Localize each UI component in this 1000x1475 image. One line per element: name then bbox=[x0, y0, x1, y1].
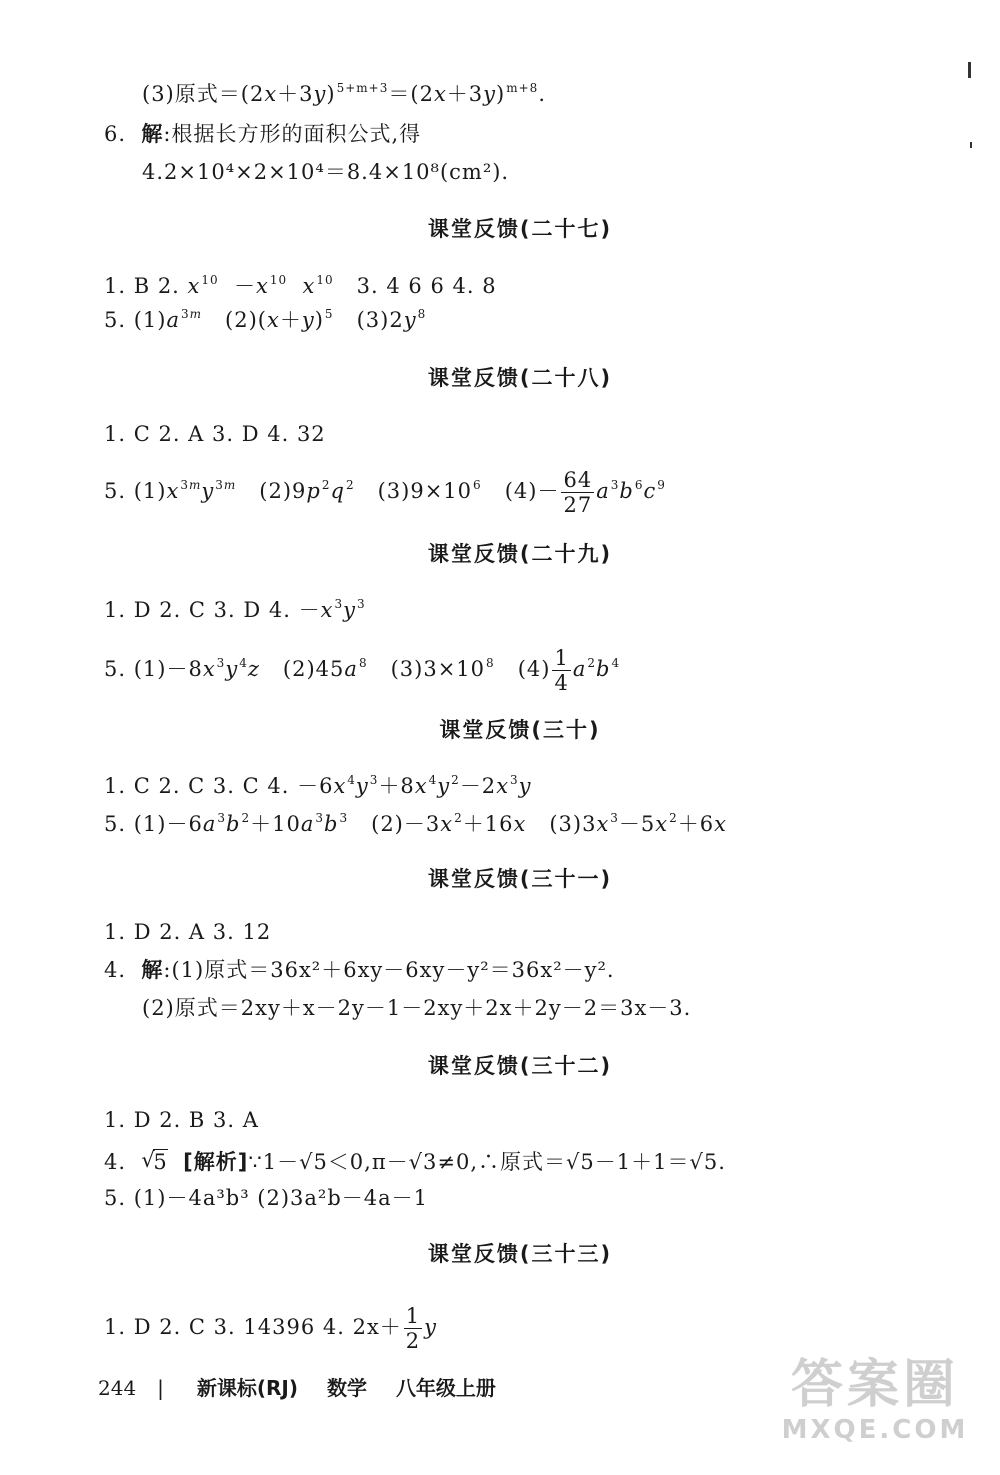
line-6-solve: 6. 解:根据长方形的面积公式,得 bbox=[104, 122, 422, 146]
fraction-1-2: $\frac{1}{2}$ bbox=[405, 1304, 421, 1353]
fraction-1-4: $\frac{1}{4}$ bbox=[554, 646, 569, 695]
line-area-calc: 4.2×10⁴×2×10⁴＝8.4×10⁸(cm²). bbox=[142, 160, 510, 184]
scan-mark bbox=[970, 142, 972, 148]
answer-27-line2: 5. $(1)a^{3m}$ $(2)(x+y)^5$ $(3)2y^8$ bbox=[104, 307, 427, 332]
line-3-original: (3)原式$=(2x+3y)^{5+m+3}=(2x+3y)^{m+8}$. bbox=[142, 81, 546, 106]
section-title-33: 课堂反馈(三十三) bbox=[427, 1242, 613, 1266]
section-title-32: 课堂反馈(三十二) bbox=[427, 1054, 613, 1078]
footer-subject: 数学 bbox=[326, 1376, 367, 1400]
section-title-29: 课堂反馈(二十九) bbox=[427, 542, 613, 566]
footer-grade: 八年级上册 bbox=[395, 1376, 496, 1400]
sqrt-5: √ 5 bbox=[141, 1148, 167, 1176]
answer-32-line2: 4. √ 5 [解析]∵1－√5＜0,π－√3≠0,∴原式＝√5－1＋1＝√5. bbox=[104, 1148, 726, 1176]
answer-30-line2: 5. $(1)-6a^3b^2+10a^3b^3$ $(2)-3x^2+16x$ $(3)3x^3-5x^2+6x$ bbox=[104, 811, 727, 836]
answer-33-line1: 1. D 2. C 3. 14396 4. 2x＋ $\frac{1}{2}$ y bbox=[104, 1304, 438, 1353]
answer-31-line1: 1. D 2. A 3. 12 bbox=[104, 920, 272, 944]
section-title-30: 课堂反馈(三十) bbox=[439, 718, 601, 742]
footer-series: 新课标(RJ) bbox=[196, 1376, 298, 1400]
answer-32-line3: 5. (1)－4a³b³ (2)3a²b－4a－1 bbox=[104, 1186, 429, 1210]
scan-mark bbox=[968, 62, 971, 78]
watermark-url: MXQE.COM bbox=[781, 1415, 969, 1445]
section-title-27: 课堂反馈(二十七) bbox=[427, 217, 613, 241]
answer-27-line1: 1. B 2. $x^{10} -x^{10}$ $x^{10}$ 3. 4 6 6 4. 8 bbox=[104, 273, 497, 298]
page-number: 244 bbox=[98, 1376, 137, 1400]
answer-29-line2: 5. $(1)-8x^3y^4z$ $(2)45a^8$ $(3)3\times 10^8$ (4) $\frac{1}{4}$ $a^2b^4$ bbox=[104, 646, 621, 695]
footer-divider: | bbox=[157, 1376, 164, 1400]
watermark-logo bbox=[760, 1355, 990, 1465]
fraction-64-27: $\frac{64}{27}$ bbox=[563, 468, 593, 517]
answer-28-line1: 1. C 2. A 3. D 4. 32 bbox=[104, 422, 326, 446]
page-footer bbox=[98, 1372, 496, 1401]
answer-29-line1: 1. D 2. C 3. D 4. $-x^3y^3$ bbox=[104, 597, 366, 622]
section-title-31: 课堂反馈(三十一) bbox=[427, 867, 613, 891]
watermark-logo-text: 答案圈 bbox=[790, 1355, 959, 1415]
answer-30-line1: 1. C 2. C 3. C 4. $-6x^4y^3+8x^4y^2-2x^3y$ bbox=[104, 773, 532, 798]
answer-28-line2: 5. $(1)x^{3m}y^{3m}$ $(2)9p^2q^2$ $(3)9\times 10^6$ (4)－ $\frac{64}{27}$ $a^3b^6c^9$ bbox=[104, 468, 666, 517]
answer-31-line3: (2)原式＝2xy＋x－2y－1－2xy＋2x＋2y－2＝3x－3. bbox=[142, 996, 692, 1020]
answer-31-line2: 4. 解:(1)原式＝36x²＋6xy－6xy－y²＝36x²－y². bbox=[104, 958, 615, 982]
section-title-28: 课堂反馈(二十八) bbox=[427, 366, 613, 390]
answer-32-line1: 1. D 2. B 3. A bbox=[104, 1108, 259, 1132]
